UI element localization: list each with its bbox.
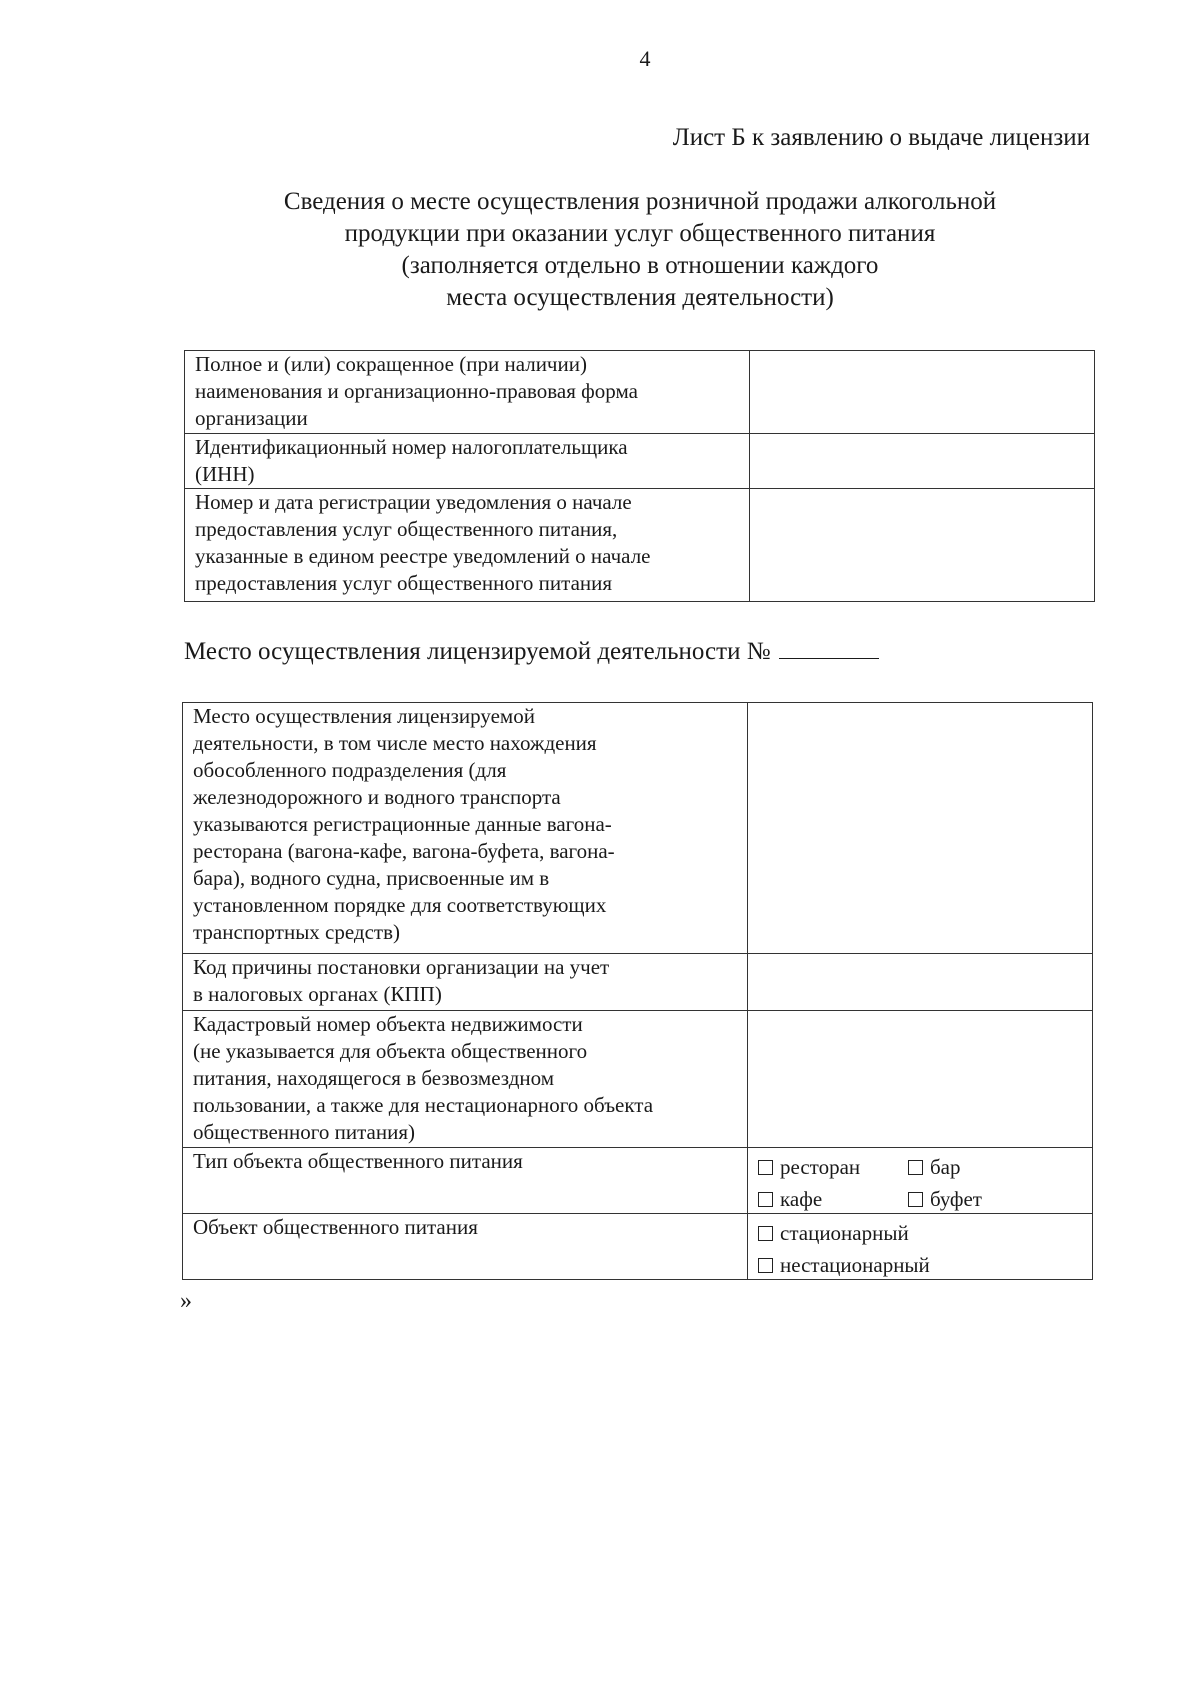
option-label: буфет	[930, 1187, 982, 1211]
title-line: продукции при оказании услуг общественного питания	[344, 220, 936, 247]
label-line: железнодорожного и водного транспорта	[193, 785, 561, 809]
table-row	[183, 954, 1093, 1011]
label-line: деятельности, в том числе место нахождения	[193, 731, 597, 755]
cadastral-number-label	[183, 1011, 748, 1148]
option-label: бар	[930, 1155, 961, 1179]
option-non-stationary[interactable]	[758, 1252, 1058, 1279]
label-line: Полное и (или) сокращенное (при наличии)	[195, 352, 587, 376]
place-heading	[184, 636, 879, 666]
page-number: 4	[639, 46, 651, 71]
catering-object-label	[183, 1214, 748, 1280]
inn-field[interactable]	[750, 434, 1095, 489]
label-line: Тип объекта общественного питания	[193, 1149, 523, 1173]
option-stationary[interactable]	[758, 1220, 1058, 1247]
label-line: (ИНН)	[195, 462, 255, 486]
table-row	[183, 1214, 1093, 1280]
checkbox-icon[interactable]	[908, 1192, 923, 1207]
catering-type-options	[748, 1148, 1093, 1214]
catering-object-options	[748, 1214, 1093, 1280]
label-line: предоставления услуг общественного питания,	[195, 517, 618, 541]
label-line: организации	[195, 406, 308, 430]
table-row	[185, 434, 1095, 489]
kpp-label	[183, 954, 748, 1011]
title-line: (заполняется отдельно в отношении каждого	[401, 252, 879, 279]
table-row	[183, 1011, 1093, 1148]
closing-quote-mark: »	[180, 1288, 192, 1314]
label-line: обособленного подразделения (для	[193, 758, 507, 782]
activity-place-label	[183, 703, 748, 954]
checkbox-icon[interactable]	[908, 1160, 923, 1175]
table-row	[183, 1148, 1093, 1214]
label-line: общественного питания)	[193, 1120, 415, 1144]
table-row	[183, 703, 1093, 954]
cadastral-number-field[interactable]	[748, 1011, 1093, 1148]
place-heading-text: Место осуществления лицензируемой деятельности №	[184, 638, 771, 665]
option-label: ресторан	[780, 1155, 861, 1179]
org-name-label	[185, 351, 750, 434]
checkbox-icon[interactable]	[758, 1226, 773, 1241]
label-line: (не указывается для объекта общественного	[193, 1039, 588, 1063]
label-line: Кадастровый номер объекта недвижимости	[193, 1012, 583, 1036]
activity-place-field[interactable]	[748, 703, 1093, 954]
title-line: места осуществления деятельности)	[446, 284, 834, 311]
label-line: Номер и дата регистрации уведомления о начале	[195, 490, 632, 514]
title-line: Сведения о месте осуществления розничной продажи алкогольной	[283, 188, 997, 215]
checkbox-icon[interactable]	[758, 1258, 773, 1273]
label-line: наименования и организационно-правовая форма	[195, 379, 638, 403]
label-line: предоставления услуг общественного питания	[195, 571, 613, 595]
option-label: стационарный	[780, 1221, 909, 1245]
kpp-field[interactable]	[748, 954, 1093, 1011]
sheet-label: Лист Б к заявлению о выдаче лицензии	[672, 124, 1090, 151]
label-line: в налоговых органах (КПП)	[193, 982, 442, 1006]
label-line: Код причины постановки организации на учет	[193, 955, 610, 979]
table-row	[185, 351, 1095, 434]
option-buffet[interactable]	[908, 1186, 1058, 1213]
label-line: бара), водного судна, присвоенные им в	[193, 866, 550, 890]
label-line: Место осуществления лицензируемой	[193, 704, 535, 728]
label-line: транспортных средств)	[193, 920, 401, 944]
option-label: кафе	[780, 1187, 823, 1211]
org-name-field[interactable]	[750, 351, 1095, 434]
organization-info-table	[184, 350, 1095, 602]
inn-label	[185, 434, 750, 489]
label-line: установленном порядке для соответствующих	[193, 893, 607, 917]
label-line: Идентификационный номер налогоплательщика	[195, 435, 628, 459]
place-number-blank[interactable]	[779, 636, 879, 659]
option-bar[interactable]	[908, 1154, 1058, 1181]
label-line: указанные в едином реестре уведомлений о начале	[195, 544, 651, 568]
label-line: ресторана (вагона-кафе, вагона-буфета, вагона-	[193, 839, 615, 863]
document-title	[180, 186, 1100, 314]
option-restaurant[interactable]	[758, 1154, 908, 1181]
label-line: указываются регистрационные данные вагона-	[193, 812, 612, 836]
notification-number-label	[185, 489, 750, 602]
checkbox-icon[interactable]	[758, 1192, 773, 1207]
label-line: Объект общественного питания	[193, 1215, 478, 1239]
notification-number-field[interactable]	[750, 489, 1095, 602]
catering-type-label	[183, 1148, 748, 1214]
checkbox-icon[interactable]	[758, 1160, 773, 1175]
label-line: пользовании, а также для нестационарного объекта	[193, 1093, 654, 1117]
option-label: нестационарный	[780, 1253, 930, 1277]
option-cafe[interactable]	[758, 1186, 908, 1213]
table-row	[185, 489, 1095, 602]
label-line: питания, находящегося в безвозмездном	[193, 1066, 555, 1090]
activity-place-table	[182, 702, 1093, 1280]
